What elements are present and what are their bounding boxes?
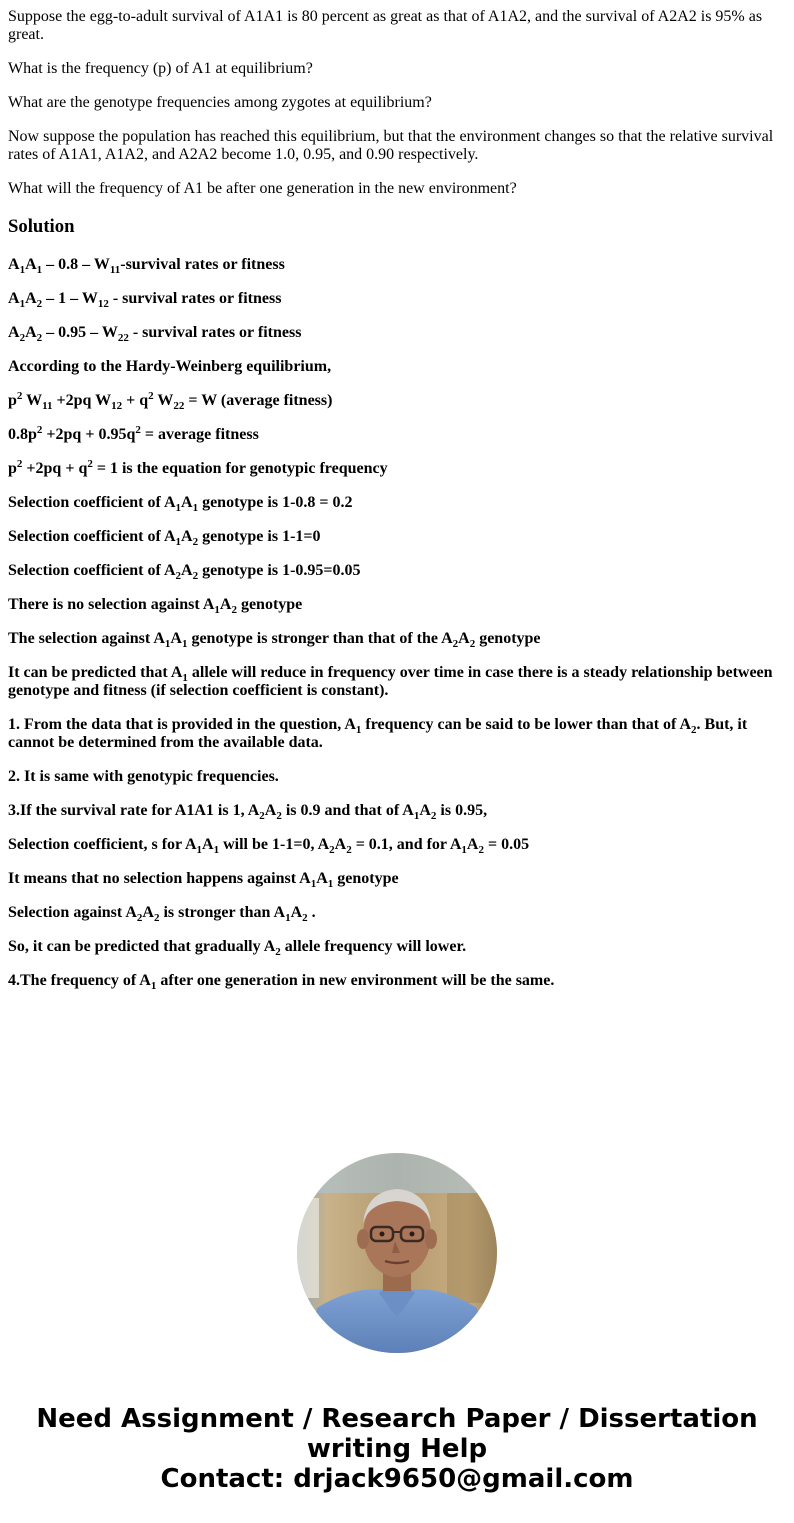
footer-line-2: writing Help (306, 1434, 488, 1464)
author-avatar (297, 1153, 497, 1353)
average-fitness-equation: $p^2$ $W_{11} +2pq$ $W_{12} + q^2$ $W_{22} = W$ (average fitness) (8, 390, 333, 412)
answer-3: 3.If the survival rate for A1A1 is 1, $A_2A_2$ is 0.9 and that of $A_1A_2$ is 0.95, (8, 802, 488, 822)
fitness-line-a1a1: $A_1A_1 - 0.8$ – $W_{11}$-survival rates or fitness (8, 256, 285, 276)
fitness-line-a2a2: $A_2A_2 - 0.95 - W_{22}$ - survival rates or fitness (8, 324, 302, 344)
footer-promo (0, 1404, 794, 1494)
stronger-selection-a2a2: Selection against $A_2A_2$ is stronger than $A_1A_2$ . (8, 904, 316, 924)
hardy-weinberg-line: According to the Hardy-Weinberg equilibrium, (8, 358, 332, 375)
numeric-fitness-equation: $0.8p^2 +2pq + 0.95q^2$ = average fitness (8, 424, 259, 443)
stronger-selection-a1a1: The selection against $A_1A_1$ genotype is stronger than that of the $A_2A_2$ genotype (8, 630, 541, 650)
answer-2: 2. It is same with genotypic frequencies. (8, 768, 279, 785)
footer-line-1: Need Assignment / Research Paper / Dissertation (36, 1404, 758, 1434)
answer-1: 1. From the data that is provided in the question, $A_1$ frequency can be said to be lower than that of $A_2$. But, it cannot be determined from the available data. (8, 716, 748, 751)
question-paragraph: What will the frequency of A1 be after one generation in the new environment? (8, 180, 517, 197)
question-paragraph: Now suppose the population has reached this equilibrium, but that the environment changes so that the relative survival rates of A1A1, A1A2, and A2A2 become 1.0, 0.95, and 0.90 respectively. (8, 128, 774, 163)
solution-heading: Solution (8, 216, 75, 237)
question-paragraph: What is the frequency (p) of A1 at equilibrium? (8, 60, 313, 77)
question-paragraph: Suppose the egg-to-adult survival of A1A1 is 80 percent as great as that of A1A2, and the survival of A2A2 is 95% as great. (8, 8, 763, 43)
prediction-paragraph: It can be predicted that $A_1$ allele will reduce in frequency over time in case there is a steady relationship between genotype and fitness (if selection coefficient is constant). (8, 664, 773, 699)
selection-coefficient-new: Selection coefficient, s for $A_1A_1$ will be 1-1=0, $A_2A_2 = 0.1$, and for $A_1A_2 = 0.05$ (8, 836, 530, 856)
fitness-line-a1a2: $A_1A_2 - 1 - W_{12}$ - survival rates or fitness (8, 290, 282, 310)
no-selection-a1a2: There is no selection against $A_1A_2$ genotype (8, 596, 303, 616)
selection-coefficient-a1a2: Selection coefficient of $A_1A_2$ genotype is 1-1=0 (8, 528, 321, 548)
genotypic-frequency-equation: $p^2 +2pq + q^2 = 1$ is the equation for genotypic frequency (8, 458, 388, 477)
answer-4: 4.The frequency of $A_1$ after one generation in new environment will be the same. (8, 972, 555, 992)
gradual-prediction: So, it can be predicted that gradually $A_2$ allele frequency will lower. (8, 938, 467, 958)
no-selection-a1a1: It means that no selection happens against $A_1A_1$ genotype (8, 870, 399, 890)
question-paragraph: What are the genotype frequencies among zygotes at equilibrium? (8, 94, 432, 111)
selection-coefficient-a2a2: Selection coefficient of $A_2A_2$ genotype is 1-0.95=0.05 (8, 562, 361, 582)
selection-coefficient-a1a1: Selection coefficient of $A_1A_1$ genotype is 1-0.8 = 0.2 (8, 494, 353, 514)
footer-contact: Contact: drjack9650@gmail.com (160, 1464, 634, 1494)
author-portrait-image (297, 1153, 497, 1353)
